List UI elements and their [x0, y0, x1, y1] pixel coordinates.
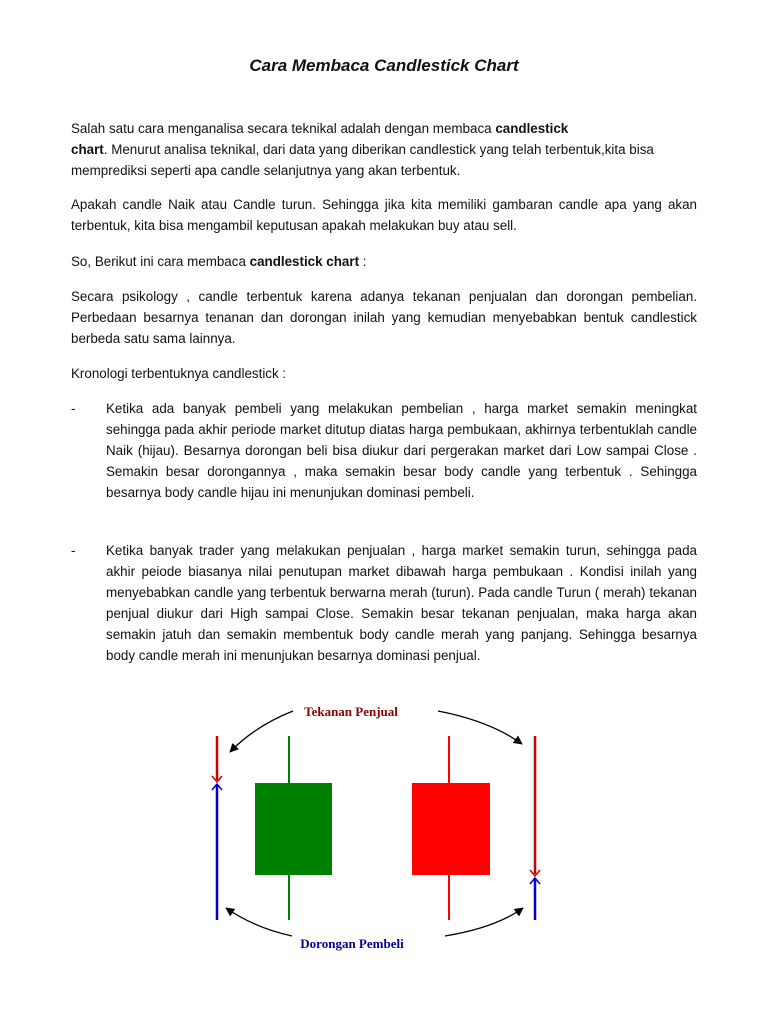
- paragraph-chronology: Kronologi terbentuknya candlestick :: [71, 366, 287, 381]
- arrow-bottom-right: [445, 908, 523, 936]
- arrow-bottom-left: [226, 908, 292, 936]
- paragraph-how-to-read: [71, 251, 697, 272]
- intro-text-start: Salah satu cara menganalisa secara teknikal adalah dengan membaca: [71, 121, 496, 136]
- label-buyer-push: Dorongan Pembeli: [300, 936, 404, 951]
- arrow-top-left: [230, 711, 293, 752]
- paragraph-candle-direction: Apakah candle Naik atau Candle turun. Sehingga jika kita memiliki gambaran candle apa yang akan terbentuk, kita bisa mengambil keputusan apakah melakukan buy atau sell.: [71, 197, 697, 233]
- list-marker: -: [71, 543, 76, 558]
- list-item-text: Ketika banyak trader yang melakukan penjualan , harga market semakin turun, sehingga pada akhir peiode biasanya nilai penutupan market dibawah harga pembukaan . Kondisi inilah yang menyebabkan candle yang terbentuk berwarna merah (turun). Pada candle Turun ( merah) tekanan penjual diukur dari High sampai Close. Semakin besar tekanan penjualan, maka harga akan semakin jatuh dan semakin membentuk body candle merah yang panjang. Sehingga besarnya body candle merah ini menunjukan besarnya dominasi penjual.: [106, 543, 697, 663]
- bear-candle-body: [412, 783, 490, 875]
- paragraph-intro: [71, 118, 697, 181]
- intro-bold-candlestick: candlestick: [495, 121, 569, 136]
- intro-text-end: . Menurut analisa teknikal, dari data yang diberikan candlestick yang telah terbentuk,kita bisa memprediksi seperti apa candle selanjutnya yang akan terbentuk.: [71, 142, 654, 178]
- arrow-top-right: [438, 711, 522, 744]
- candlestick-diagram: [200, 696, 560, 958]
- paragraph-psychology: Secara psikology , candle terbentuk karena adanya tekanan penjualan dan dorongan pembelian. Perbedaan besarnya tenanan dan dorongan inilah yang kemudian menyebabkan bentuk candlestick berbeda satu sama lainnya.: [71, 289, 697, 346]
- how-to-read-end: :: [359, 254, 367, 269]
- how-to-read-bold: candlestick chart: [249, 254, 360, 269]
- document-title: Cara Membaca Candlestick Chart: [249, 56, 519, 75]
- list-item-text: Ketika ada banyak pembeli yang melakukan pembelian , harga market semakin meningkat sehingga pada akhir periode market ditutup diatas harga pembukaan, akhirnya terbentuklah candle Naik (hijau). Besarnya dorongan beli bisa diukur dari pergerakan market dari Low sampai Close . Semakin besar dorongannya , maka semakin besar body candle yang terbentuk . Sehingga besarnya body candle hijau ini menunjukan dominasi pembeli.: [106, 401, 697, 500]
- label-seller-pressure: Tekanan Penjual: [304, 704, 398, 719]
- intro-bold-chart: chart: [71, 142, 104, 157]
- list-marker: -: [71, 401, 76, 416]
- bull-candle-body: [255, 783, 332, 875]
- how-to-read-start: So, Berikut ini cara membaca: [71, 254, 250, 269]
